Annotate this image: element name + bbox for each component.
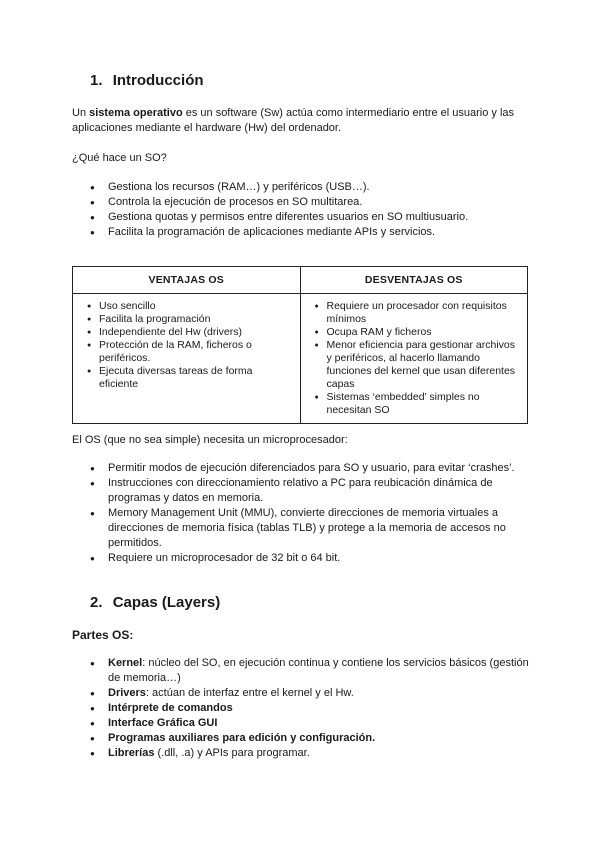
item-term: Kernel [108, 657, 143, 669]
section-1-title: Introducción [112, 72, 204, 89]
list-item: ● Instrucciones con direccionamiento relativo a PC para reubicación dinámica de programas y datos en memoria. [90, 476, 530, 506]
list-item [90, 656, 530, 686]
item-desc: : actúan de interfaz entre el kernel y el Hw. [145, 687, 354, 699]
question-text: ¿Qué hace un SO? [72, 152, 167, 164]
list-item: ● Protección de la RAM, ficheros o periféricos. [81, 339, 292, 365]
intro-paragraph [72, 106, 542, 136]
micro-intro: El OS (que no sea simple) necesita un microprocesador: [72, 434, 348, 446]
list-item: ● Memory Management Unit (MMU), convierte direcciones de memoria virtuales a direcciones de memoria física (tablas TLB) y protege a la memoria de accesos no permitidos. [90, 506, 530, 551]
pros-cons-table [72, 266, 528, 424]
item-term: Drivers [108, 687, 146, 699]
item-desc: : núcleo del SO, en ejecución continua y contiene los servicios básicos (gestión de memoria…) [108, 657, 529, 684]
list-item: ● Permitir modos de ejecución diferenciados para SO y usuario, para evitar ‘crashes’. [90, 461, 530, 476]
item-term: Librerías [108, 747, 155, 759]
list-item: ● Controla la ejecución de procesos en SO multitarea. [90, 195, 530, 210]
intro-post: es un software (Sw) actúa como intermediario entre el usuario y las aplicaciones mediante el hardware (Hw) del ordenador. [72, 107, 515, 134]
list-item: ● Facilita la programación de aplicaciones mediante APIs y servicios. [90, 225, 530, 240]
list-item: ● Requiere un procesador con requisitos mínimos [309, 300, 520, 326]
list-item: ● Independiente del Hw (drivers) [81, 326, 292, 339]
list-item: ● Requiere un microprocesador de 32 bit o 64 bit. [90, 551, 530, 566]
item-term: Programas auxiliares para edición y configuración. [108, 732, 376, 744]
list-item: ● Ocupa RAM y ficheros [309, 326, 520, 339]
section-1-number: 1. [90, 72, 103, 89]
desventajas-header: DESVENTAJAS OS [300, 267, 528, 294]
list-item [90, 746, 530, 761]
list-item [90, 701, 530, 716]
item-term: Interface Gráfica GUI [108, 717, 218, 729]
item-desc: (.dll, .a) y APIs para programar. [154, 747, 310, 759]
ventajas-cell [73, 294, 301, 424]
parts-os-subheading: Partes OS: [72, 628, 134, 642]
intro-bold-term: sistema operativo [89, 107, 183, 119]
list-item [90, 686, 530, 701]
list-item [90, 716, 530, 731]
section-1-heading [90, 72, 204, 89]
section-2-number: 2. [90, 594, 103, 611]
list-item: ● Gestiona los recursos (RAM…) y periféricos (USB…). [90, 180, 530, 195]
ventajas-header: VENTAJAS OS [73, 267, 301, 294]
list-item [90, 731, 530, 746]
list-item: ● Facilita la programación [81, 313, 292, 326]
desventajas-cell [300, 294, 528, 424]
intro-pre: Un [72, 107, 90, 119]
microprocessor-list [90, 461, 530, 566]
item-term: Intérprete de comandos [108, 702, 233, 714]
list-item: ● Ejecuta diversas tareas de forma eficiente [81, 365, 292, 391]
section-2-heading [90, 594, 220, 611]
what-os-does-list [90, 180, 530, 240]
list-item: ● Sistemas ‘embedded’ simples no necesitan SO [309, 391, 520, 417]
section-2-title: Capas (Layers) [112, 594, 221, 611]
list-item: ● Uso sencillo [81, 300, 292, 313]
os-parts-list [90, 656, 530, 761]
list-item: ● Menor eficiencia para gestionar archivos y periféricos, al hacerlo llamando funciones del kernel que usan diferentes capas [309, 339, 520, 391]
list-item: ● Gestiona quotas y permisos entre diferentes usuarios en SO multiusuario. [90, 210, 530, 225]
